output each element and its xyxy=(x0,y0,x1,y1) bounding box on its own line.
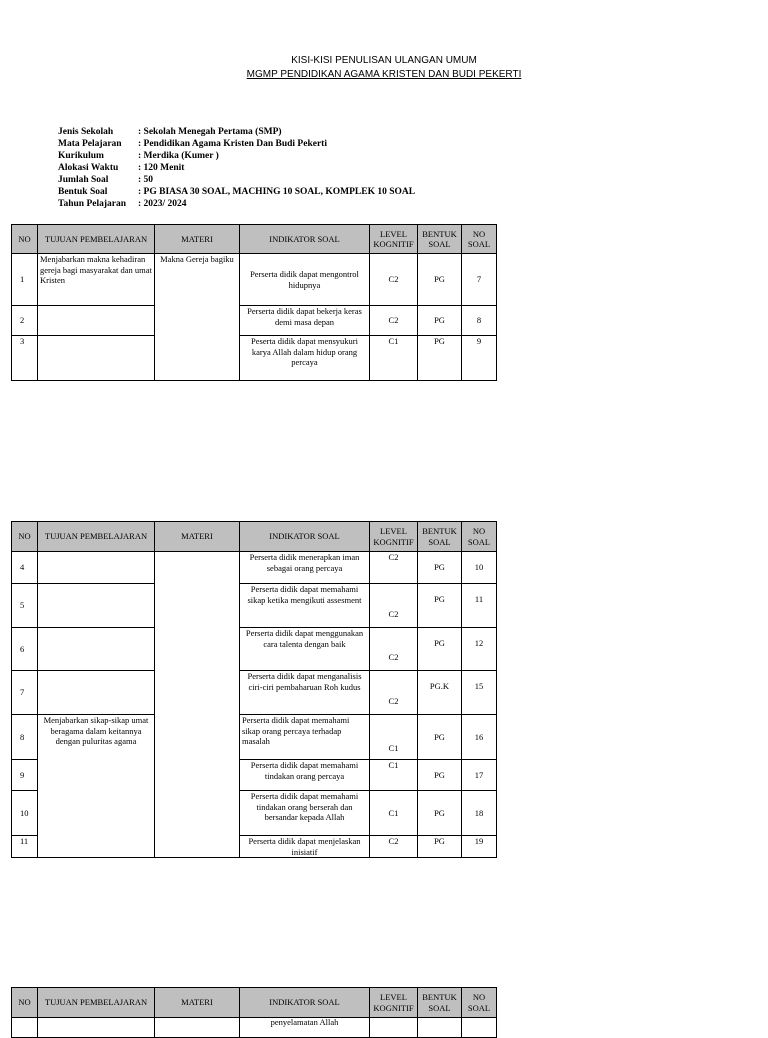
meta-label: Jenis Sekolah xyxy=(58,127,114,137)
cell-indikator: Perserta didik dapat memahami tindakan orang percaya xyxy=(240,760,370,791)
cell-level: C1 xyxy=(370,760,418,791)
document-subtitle xyxy=(0,69,768,80)
meta-value: : 2023/ 2024 xyxy=(138,199,187,209)
cell-no: 7 xyxy=(12,671,38,715)
header-no: NO xyxy=(12,522,38,552)
cell-materi-empty xyxy=(155,1018,240,1038)
cell-indikator: Perserta didik dapat menggunakan cara talenta dengan baik xyxy=(240,628,370,671)
header-materi: MATERI xyxy=(155,225,240,254)
cell-no: 11 xyxy=(12,836,38,858)
table-row xyxy=(12,306,497,336)
table-row xyxy=(12,628,497,671)
header-no: NO xyxy=(12,988,38,1018)
cell-indikator: Perserta didik dapat memahami sikap orang percaya terhadap masalah xyxy=(240,715,370,760)
cell-tujuan-empty xyxy=(38,671,155,715)
table-row xyxy=(12,1018,497,1038)
meta-row-jumlah-soal xyxy=(58,174,415,186)
table-row xyxy=(12,671,497,715)
table-header-row xyxy=(12,988,497,1018)
document-title: KISI-KISI PENULISAN ULANGAN UMUM xyxy=(291,55,477,66)
cell-tujuan-empty xyxy=(38,628,155,671)
header-tujuan: TUJUAN PEMBELAJARAN xyxy=(38,225,155,254)
meta-label: Jumlah Soal xyxy=(58,175,109,185)
cell-bentuk: PG xyxy=(418,552,462,584)
cell-no: 6 xyxy=(12,628,38,671)
meta-value: : Sekolah Menegah Pertama (SMP) xyxy=(138,127,282,137)
header-materi: MATERI xyxy=(155,522,240,552)
cell-no: 2 xyxy=(12,306,38,336)
header-level: LEVEL KOGNITIF xyxy=(370,988,418,1018)
cell-tujuan-empty xyxy=(38,306,155,336)
table-row xyxy=(12,336,497,381)
table-header-row xyxy=(12,522,497,552)
cell-level: C2 xyxy=(370,836,418,858)
cell-indikator: Perserta didik dapat memahami sikap ketika mengikuti assesment xyxy=(240,584,370,628)
cell-bentuk: PG xyxy=(418,836,462,858)
cell-nosoal: 7 xyxy=(462,254,497,306)
cell-bentuk-empty xyxy=(418,1018,462,1038)
cell-nosoal: 12 xyxy=(462,628,497,671)
cell-level-empty xyxy=(370,1018,418,1038)
meta-label: Kurikulum xyxy=(58,151,104,161)
header-indikator: INDIKATOR SOAL xyxy=(240,225,370,254)
cell-indikator: Peserta didik dapat mensyukuri karya Allah dalam hidup orang percaya xyxy=(240,336,370,381)
cell-bentuk: PG.K xyxy=(418,671,462,715)
cell-indikator: Perserta didik dapat menganalisis ciri-ciri pembaharuan Roh kudus xyxy=(240,671,370,715)
cell-no: 9 xyxy=(12,760,38,791)
table-header-row xyxy=(12,225,497,254)
header-tujuan: TUJUAN PEMBELAJARAN xyxy=(38,522,155,552)
document-subtitle-text: MGMP PENDIDIKAN AGAMA KRISTEN DAN BUDI PEKERTI xyxy=(246,69,522,80)
table-row xyxy=(12,715,497,760)
cell-nosoal: 15 xyxy=(462,671,497,715)
meta-row-jenis-sekolah xyxy=(58,126,415,138)
cell-indikator: Perserta didik dapat memahami tindakan orang berserah dan bersandar kepada Allah xyxy=(240,791,370,836)
cell-indikator: Perserta didik menerapkan iman sebagai orang percaya xyxy=(240,552,370,584)
cell-tujuan: Menjabarkan sikap-sikap umat beragama dalam keitannya dengan puluritas agama xyxy=(38,715,155,858)
meta-row-kurikulum xyxy=(58,150,415,162)
header-indikator: INDIKATOR SOAL xyxy=(240,988,370,1018)
cell-bentuk: PG xyxy=(418,715,462,760)
table-row xyxy=(12,584,497,628)
meta-value: : Merdika (Kumer ) xyxy=(138,151,219,161)
cell-no: 8 xyxy=(12,715,38,760)
cell-indikator: Perserta didik dapat menjelaskan inisiatif xyxy=(240,836,370,858)
cell-no: 3 xyxy=(12,336,38,381)
meta-value: : PG BIASA 30 SOAL, MACHING 10 SOAL, KOMPLEK 10 SOAL xyxy=(138,187,416,197)
cell-tujuan: Menjabarkan makna kehadiran gereja bagi masyarakat dan umat Kristen xyxy=(38,254,155,306)
cell-nosoal: 8 xyxy=(462,306,497,336)
cell-level: C2 xyxy=(370,254,418,306)
cell-bentuk: PG xyxy=(418,584,462,628)
cell-bentuk: PG xyxy=(418,306,462,336)
meta-label: Bentuk Soal xyxy=(58,187,108,197)
cell-bentuk: PG xyxy=(418,336,462,381)
cell-bentuk: PG xyxy=(418,791,462,836)
cell-level: C1 xyxy=(370,336,418,381)
cell-level: C2 xyxy=(370,628,418,671)
kisi-table-3 xyxy=(11,987,497,1038)
cell-nosoal: 10 xyxy=(462,552,497,584)
cell-tujuan-empty xyxy=(38,1018,155,1038)
header-no: NO xyxy=(12,225,38,254)
header-materi: MATERI xyxy=(155,988,240,1018)
cell-bentuk: PG xyxy=(418,760,462,791)
meta-block xyxy=(58,126,415,210)
cell-materi-empty xyxy=(155,552,240,858)
cell-nosoal: 17 xyxy=(462,760,497,791)
table-row xyxy=(12,552,497,584)
kisi-table-2 xyxy=(11,521,497,858)
meta-label: Mata Pelajaran xyxy=(58,139,122,149)
cell-indikator: Perserta didik dapat mengontrol hidupnya xyxy=(240,254,370,306)
cell-no: 10 xyxy=(12,791,38,836)
meta-row-mata-pelajaran xyxy=(58,138,415,150)
cell-nosoal: 9 xyxy=(462,336,497,381)
meta-row-bentuk-soal xyxy=(58,186,415,198)
cell-materi: Makna Gereja bagiku xyxy=(155,254,240,381)
cell-bentuk: PG xyxy=(418,628,462,671)
meta-value: : 50 xyxy=(138,175,154,185)
header-level: LEVEL KOGNITIF xyxy=(370,225,418,254)
cell-nosoal: 11 xyxy=(462,584,497,628)
meta-row-alokasi-waktu xyxy=(58,162,415,174)
header-nosoal: NO SOAL xyxy=(462,988,497,1018)
header-indikator: INDIKATOR SOAL xyxy=(240,522,370,552)
cell-no: 4 xyxy=(12,552,38,584)
cell-tujuan-empty xyxy=(38,552,155,584)
cell-nosoal: 19 xyxy=(462,836,497,858)
cell-no: 5 xyxy=(12,584,38,628)
cell-nosoal-empty xyxy=(462,1018,497,1038)
kisi-table-1 xyxy=(11,224,497,381)
meta-value: : 120 Menit xyxy=(138,163,185,173)
cell-level: C2 xyxy=(370,671,418,715)
header-tujuan: TUJUAN PEMBELAJARAN xyxy=(38,988,155,1018)
cell-indikator: Perserta didik dapat bekerja keras demi masa depan xyxy=(240,306,370,336)
cell-tujuan-empty xyxy=(38,584,155,628)
meta-label: Tahun Pelajaran xyxy=(58,199,127,209)
cell-no-empty xyxy=(12,1018,38,1038)
header-nosoal: NO SOAL xyxy=(462,522,497,552)
meta-label: Alokasi Waktu xyxy=(58,163,119,173)
table-row xyxy=(12,254,497,306)
meta-row-tahun-pelajaran xyxy=(58,198,415,210)
cell-tujuan-empty xyxy=(38,336,155,381)
cell-nosoal: 16 xyxy=(462,715,497,760)
cell-level: C2 xyxy=(370,306,418,336)
header-level: LEVEL KOGNITIF xyxy=(370,522,418,552)
header-bentuk: BENTUK SOAL xyxy=(418,522,462,552)
cell-indikator: penyelamatan Allah xyxy=(240,1018,370,1038)
cell-level: C1 xyxy=(370,715,418,760)
cell-level: C2 xyxy=(370,552,418,584)
header-bentuk: BENTUK SOAL xyxy=(418,225,462,254)
cell-level: C1 xyxy=(370,791,418,836)
cell-no: 1 xyxy=(12,254,38,306)
cell-level: C2 xyxy=(370,584,418,628)
cell-nosoal: 18 xyxy=(462,791,497,836)
header-nosoal: NO SOAL xyxy=(462,225,497,254)
header-bentuk: BENTUK SOAL xyxy=(418,988,462,1018)
cell-bentuk: PG xyxy=(418,254,462,306)
meta-value: : Pendidikan Agama Kristen Dan Budi Pekerti xyxy=(138,139,327,149)
